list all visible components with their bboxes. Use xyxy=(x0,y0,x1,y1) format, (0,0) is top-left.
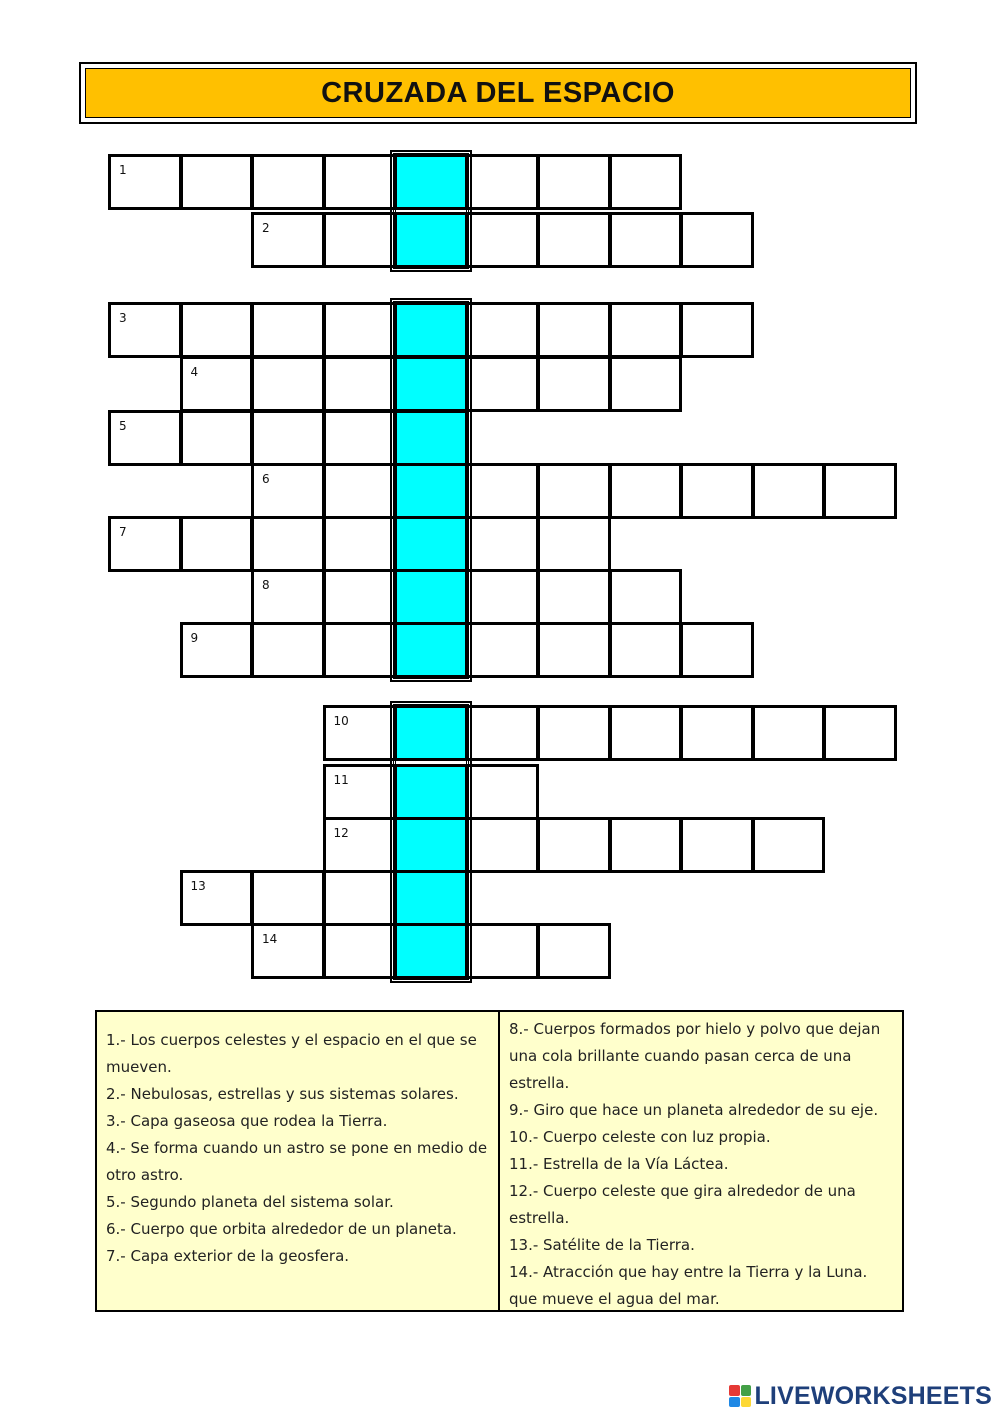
clue-text: 14.- Atracción que hay entre la Tierra y la Luna. que mueve el agua del mar. xyxy=(509,1263,868,1308)
clue-text: 3.- Capa gaseosa que rodea la Tierra. xyxy=(106,1112,388,1130)
crossword-cell[interactable] xyxy=(680,302,754,358)
liveworksheets-logo xyxy=(729,1383,992,1409)
crossword-cell[interactable] xyxy=(323,463,397,519)
crossword-cell[interactable] xyxy=(680,212,754,268)
crossword-cell[interactable] xyxy=(180,302,254,358)
clue-number: 13 xyxy=(190,879,206,893)
clue-text: 6.- Cuerpo que orbita alrededor de un planeta. xyxy=(106,1220,457,1238)
crossword-cell[interactable] xyxy=(108,154,182,210)
crossword-cell[interactable] xyxy=(251,154,325,210)
crossword-cell[interactable] xyxy=(180,516,254,572)
crossword-cell[interactable] xyxy=(466,212,540,268)
crossword-cell[interactable] xyxy=(180,622,254,678)
crossword-cell[interactable] xyxy=(323,923,397,979)
crossword-cell[interactable] xyxy=(180,356,254,412)
liveworksheets-logo-icon xyxy=(729,1385,751,1407)
crossword-cell[interactable] xyxy=(394,516,468,572)
crossword-cell[interactable] xyxy=(251,622,325,678)
crossword-cell[interactable] xyxy=(537,356,611,412)
crossword-cell[interactable] xyxy=(537,705,611,761)
clue-number: 9 xyxy=(190,631,199,645)
crossword-cell[interactable] xyxy=(180,870,254,926)
crossword-cell[interactable] xyxy=(537,923,611,979)
crossword-cell[interactable] xyxy=(394,569,468,625)
crossword-cell[interactable] xyxy=(180,410,254,466)
crossword-cell[interactable] xyxy=(823,463,897,519)
crossword-cell[interactable] xyxy=(323,870,397,926)
crossword-cell[interactable] xyxy=(394,463,468,519)
crossword-cell[interactable] xyxy=(537,212,611,268)
crossword-cell[interactable] xyxy=(394,705,468,761)
clue-text: 9.- Giro que hace un planeta alrededor de su eje. xyxy=(509,1101,879,1119)
crossword-cell[interactable] xyxy=(537,463,611,519)
crossword-cell[interactable] xyxy=(537,569,611,625)
crossword-cell[interactable] xyxy=(108,410,182,466)
crossword-cell[interactable] xyxy=(251,302,325,358)
crossword-cell[interactable] xyxy=(251,463,325,519)
crossword-cell[interactable] xyxy=(394,764,468,820)
crossword-cell[interactable] xyxy=(466,516,540,572)
crossword-cell[interactable] xyxy=(466,356,540,412)
clue-number: 3 xyxy=(119,311,127,325)
clue-number: 10 xyxy=(333,714,349,728)
clue-text: 10.- Cuerpo celeste con luz propia. xyxy=(509,1128,771,1146)
clue-text: 2.- Nebulosas, estrellas y sus sistemas solares. xyxy=(106,1085,459,1103)
crossword-cell[interactable] xyxy=(251,870,325,926)
crossword-cell[interactable] xyxy=(180,154,254,210)
clue-number: 12 xyxy=(333,826,349,840)
crossword-cell[interactable] xyxy=(609,302,683,358)
crossword-cell[interactable] xyxy=(752,817,826,873)
crossword-cell[interactable] xyxy=(609,356,683,412)
crossword-cell[interactable] xyxy=(752,705,826,761)
crossword-cell[interactable] xyxy=(537,516,611,572)
crossword-cell[interactable] xyxy=(394,356,468,412)
crossword-cell[interactable] xyxy=(323,569,397,625)
crossword-cell[interactable] xyxy=(466,923,540,979)
clue-number: 7 xyxy=(119,525,127,539)
title-banner-inner xyxy=(85,68,911,118)
crossword-cell[interactable] xyxy=(466,622,540,678)
clues-right-column xyxy=(500,1012,902,1310)
crossword-cell[interactable] xyxy=(609,463,683,519)
crossword-cell[interactable] xyxy=(466,569,540,625)
crossword-cell[interactable] xyxy=(394,622,468,678)
crossword-cell[interactable] xyxy=(609,622,683,678)
crossword-cell[interactable] xyxy=(323,516,397,572)
crossword-cell[interactable] xyxy=(323,622,397,678)
clue-number: 1 xyxy=(119,163,127,177)
crossword-cell[interactable] xyxy=(466,463,540,519)
clue-text: 5.- Segundo planeta del sistema solar. xyxy=(106,1193,394,1211)
crossword-cell[interactable] xyxy=(251,569,325,625)
crossword-cell[interactable] xyxy=(108,302,182,358)
crossword-cell[interactable] xyxy=(394,870,468,926)
clue-number: 2 xyxy=(262,221,270,235)
title-banner xyxy=(79,62,917,124)
crossword-cell[interactable] xyxy=(323,302,397,358)
crossword-cell[interactable] xyxy=(466,764,540,820)
clue-number: 8 xyxy=(262,578,270,592)
crossword-cell[interactable] xyxy=(251,516,325,572)
crossword-cell[interactable] xyxy=(323,410,397,466)
crossword-cell[interactable] xyxy=(466,705,540,761)
clue-text: 12.- Cuerpo celeste que gira alrededor de una estrella. xyxy=(509,1182,856,1227)
crossword-cell[interactable] xyxy=(394,302,468,358)
clue-text: 13.- Satélite de la Tierra. xyxy=(509,1236,695,1254)
clue-number: 5 xyxy=(119,419,127,433)
logo-text: LIVEWORKSHEETS xyxy=(754,1381,992,1410)
crossword-cell[interactable] xyxy=(108,516,182,572)
crossword-cell[interactable] xyxy=(680,463,754,519)
crossword-cell[interactable] xyxy=(466,817,540,873)
crossword-cell[interactable] xyxy=(394,817,468,873)
crossword-cell[interactable] xyxy=(609,212,683,268)
crossword-cell[interactable] xyxy=(466,302,540,358)
crossword-cell[interactable] xyxy=(609,705,683,761)
crossword-cell[interactable] xyxy=(537,302,611,358)
crossword-cell[interactable] xyxy=(323,705,397,761)
crossword-cell[interactable] xyxy=(323,764,397,820)
crossword-cell[interactable] xyxy=(394,923,468,979)
crossword-cell[interactable] xyxy=(537,154,611,210)
crossword-cell[interactable] xyxy=(394,410,468,466)
clue-text: 1.- Los cuerpos celestes y el espacio en el que se mueven. xyxy=(106,1031,477,1076)
clue-number: 14 xyxy=(262,932,278,946)
crossword-cell[interactable] xyxy=(323,356,397,412)
clue-text: 11.- Estrella de la Vía Láctea. xyxy=(509,1155,729,1173)
clues-box xyxy=(95,1010,904,1312)
clue-number: 4 xyxy=(190,365,199,379)
crossword-cell[interactable] xyxy=(823,705,897,761)
crossword-cell[interactable] xyxy=(466,154,540,210)
crossword-cell[interactable] xyxy=(251,410,325,466)
crossword-cell[interactable] xyxy=(251,212,325,268)
crossword-cell[interactable] xyxy=(323,154,397,210)
page-title: CRUZADA DEL ESPACIO xyxy=(321,76,675,109)
crossword-cell[interactable] xyxy=(680,622,754,678)
crossword-cell[interactable] xyxy=(323,212,397,268)
crossword-cell[interactable] xyxy=(323,817,397,873)
crossword-cell[interactable] xyxy=(394,154,468,210)
crossword-cell[interactable] xyxy=(251,923,325,979)
clue-number: 6 xyxy=(262,472,270,486)
crossword-cell[interactable] xyxy=(537,622,611,678)
clue-text: 8.- Cuerpos formados por hielo y polvo que dejan una cola brillante cuando pasan cerca de una estrella. xyxy=(509,1020,881,1092)
clue-text: 4.- Se forma cuando un astro se pone en medio de otro astro. xyxy=(106,1139,488,1184)
crossword-cell[interactable] xyxy=(394,212,468,268)
clue-text: 7.- Capa exterior de la geosfera. xyxy=(106,1247,350,1265)
clue-number: 11 xyxy=(333,773,349,787)
crossword-cell[interactable] xyxy=(609,817,683,873)
crossword-cell[interactable] xyxy=(680,705,754,761)
crossword-cell[interactable] xyxy=(752,463,826,519)
crossword-cell[interactable] xyxy=(537,817,611,873)
crossword-cell[interactable] xyxy=(251,356,325,412)
crossword-cell[interactable] xyxy=(609,569,683,625)
crossword-cell[interactable] xyxy=(680,817,754,873)
crossword-cell[interactable] xyxy=(609,154,683,210)
clues-left-column xyxy=(97,1012,500,1310)
